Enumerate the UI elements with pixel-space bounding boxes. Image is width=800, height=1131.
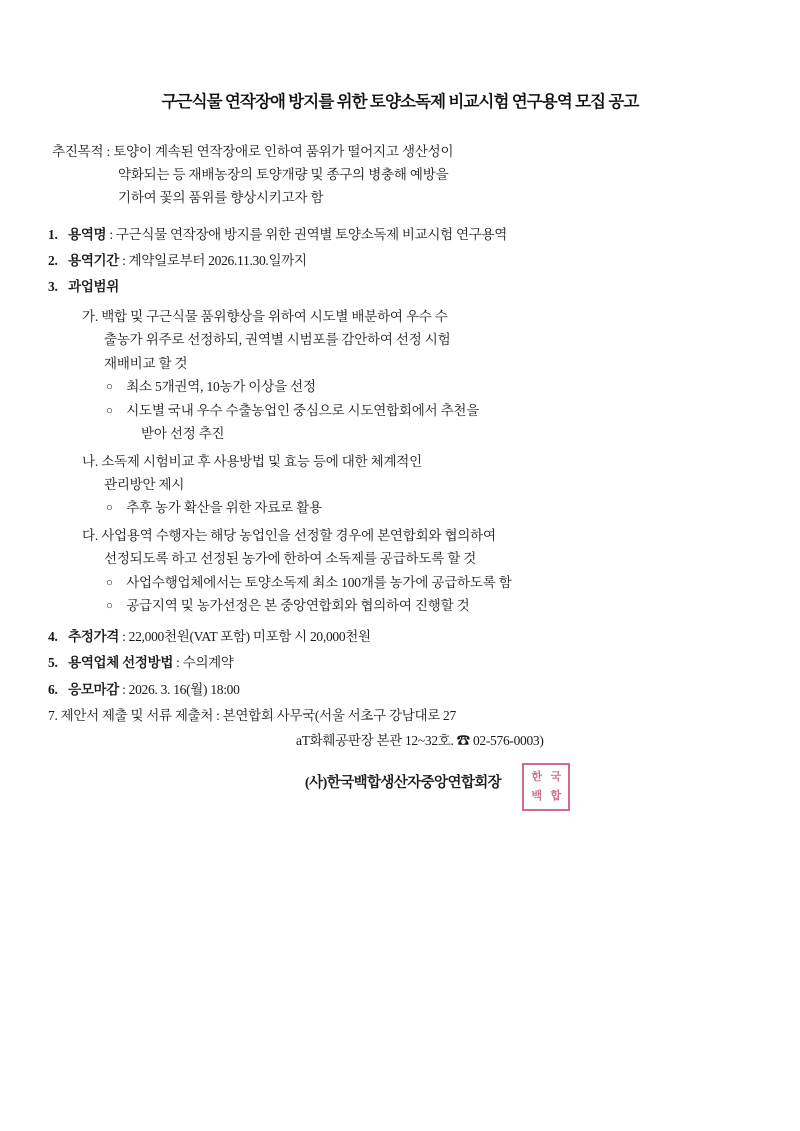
scope-ga-bullet-1: ○ 최소 5개권역, 10농가 이상을 선정	[48, 375, 752, 398]
seal-char: 한	[531, 771, 542, 784]
purpose-line-3: 기하여 꽃의 품위를 향상시키고자 함	[118, 190, 324, 206]
bullet-circle-icon: ○	[106, 600, 113, 613]
item-separator: :	[122, 252, 126, 268]
official-seal-stamp	[522, 763, 570, 811]
numbered-items-top	[48, 222, 752, 301]
item-label: 용역명	[68, 226, 107, 242]
item-label: 응모마감	[68, 681, 120, 697]
item-separator: :	[176, 655, 180, 671]
list-item-submission-cont: aT화훼공판장 본관 12~32호. ☎ 02-576-0003)	[296, 733, 544, 749]
list-item-submission	[48, 703, 752, 729]
scope-subsection-da	[48, 524, 752, 571]
scope-subsection-ga	[48, 305, 752, 375]
scope-na-line-1: 나. 소독제 시험비교 후 사용방법 및 효능 등에 대한 체계적인	[82, 453, 422, 469]
seal-characters	[527, 768, 565, 806]
scope-ga-line-2: 출농가 위주로 선정하되, 권역별 시범포를 감안하여 선정 시험	[104, 332, 451, 348]
item-value: 구근식물 연작장애 방지를 위한 권역별 토양소독제 비교시험 연구용역	[115, 226, 507, 242]
signature-block	[48, 771, 752, 803]
purpose-paragraph	[48, 140, 752, 210]
item-number: 6.	[48, 681, 58, 697]
item-number: 5.	[48, 655, 58, 671]
item-value: 본연합회 사무국(서울 서초구 강남대로 27	[222, 707, 456, 723]
item-number: 3.	[48, 279, 58, 295]
scope-na-line-2: 관리방안 제시	[104, 476, 185, 492]
signatory-name: (사)한국백합생산자중앙연합회장	[304, 775, 502, 792]
item-number: 2.	[48, 252, 58, 268]
bullet-circle-icon: ○	[106, 502, 113, 515]
scope-ga-line-3: 재배비교 할 것	[104, 355, 188, 371]
item-label: 용역기간	[68, 252, 120, 268]
scope-da-bullet-2: ○ 공급지역 및 농가선정은 본 중앙연합회와 협의하여 진행할 것	[48, 594, 752, 617]
item-separator: :	[109, 226, 113, 242]
seal-char: 합	[550, 790, 561, 803]
item-value: 22,000천원(VAT 포함) 미포함 시 20,000천원	[128, 628, 371, 644]
item-label: 제안서 제출 및 서류 제출처	[60, 707, 214, 723]
list-item	[48, 650, 752, 676]
list-item	[48, 274, 752, 300]
item-separator: :	[122, 628, 126, 644]
scope-ga-line-1: 가. 백합 및 구근식물 품위향상을 위하여 시도별 배분하여 우수 수	[82, 308, 448, 324]
numbered-items-bottom	[48, 624, 752, 754]
scope-da-bullet-1: ○ 사업수행업체에서는 토양소독제 최소 100개를 농가에 공급하도록 함	[48, 571, 752, 594]
scope-da-marker: 다.	[82, 527, 99, 543]
scope-subsection-na	[48, 450, 752, 497]
bullet-circle-icon: ○	[106, 576, 113, 589]
item-label: 추정가격	[68, 628, 120, 644]
scope-da-line-2: 선정되도록 하고 선정된 농가에 한하여 소독제를 공급하도록 할 것	[104, 551, 477, 567]
item-separator: :	[216, 707, 220, 723]
scope-da-line-1: 다. 사업용역 수행자는 해당 농업인을 선정할 경우에 본연합회와 협의하여	[82, 527, 496, 543]
bullet-circle-icon: ○	[106, 381, 113, 394]
list-item	[48, 677, 752, 703]
seal-char: 백	[531, 790, 542, 803]
item-number: 1.	[48, 226, 58, 242]
item-label: 과업범위	[68, 279, 120, 295]
item-value: 수의계약	[182, 655, 234, 671]
item-label: 용역업체 선정방법	[68, 655, 174, 671]
list-item	[48, 248, 752, 274]
item-number: 4.	[48, 628, 58, 644]
seal-char: 국	[550, 771, 561, 784]
list-item	[48, 624, 752, 650]
purpose-line-1: 추진목적 : 토양이 계속된 연작장애로 인하여 품위가 떨어지고 생산성이	[52, 144, 454, 159]
bullet-circle-icon: ○	[106, 404, 113, 417]
scope-na-marker: 나.	[82, 453, 99, 469]
scope-section	[48, 305, 752, 618]
scope-na-bullet-1: ○ 추후 농가 확산을 위한 자료로 활용	[48, 496, 752, 519]
page-title: 구근식물 연작장애 방지를 위한 토양소독제 비교시험 연구용역 모집 공고	[161, 92, 639, 111]
list-item	[48, 222, 752, 248]
item-number: 7.	[48, 707, 58, 723]
purpose-line-2: 약화되는 등 재배농장의 토양개량 및 종구의 병충해 예방을	[118, 167, 449, 183]
scope-ga-bullet-2-cont: 받아 선정 추진	[141, 426, 225, 442]
scope-ga-marker: 가.	[82, 308, 99, 324]
item-separator: :	[122, 681, 126, 697]
scope-ga-bullet-2: ○ 시도별 국내 우수 수출농업인 중심으로 시도연합회에서 추천을	[48, 399, 752, 422]
item-value: 2026. 3. 16(월) 18:00	[128, 681, 240, 697]
item-value: 계약일로부터 2026.11.30.일까지	[128, 252, 307, 268]
